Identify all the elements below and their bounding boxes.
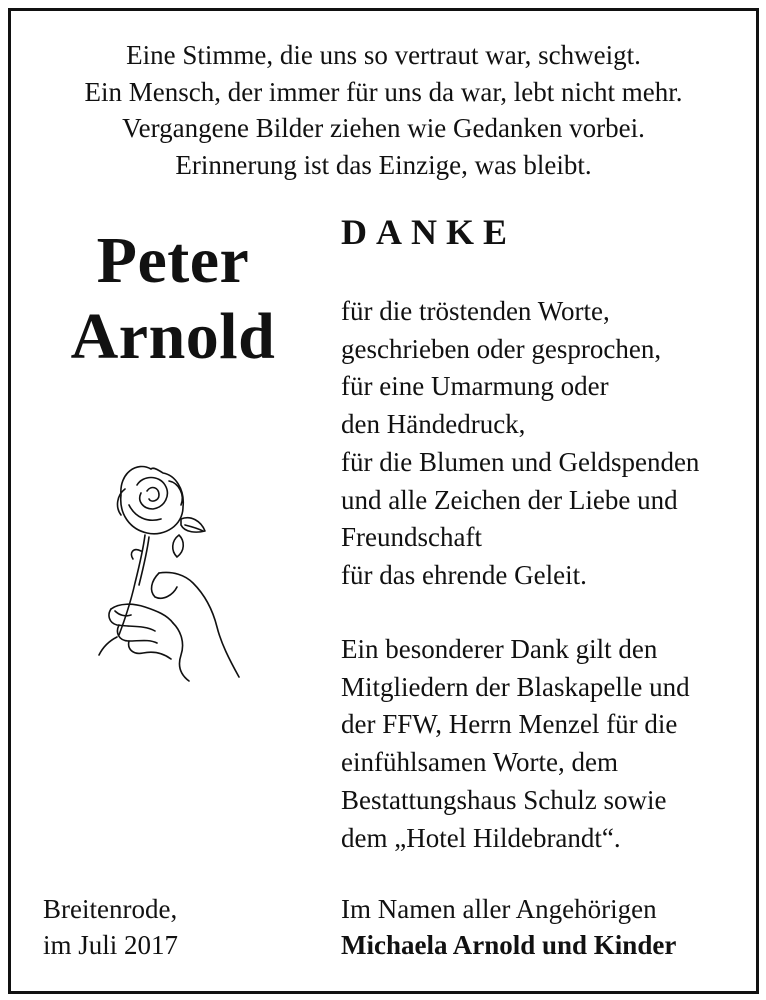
rose-in-hand-icon	[89, 455, 257, 685]
signature-intro: Im Namen aller Angehörigen	[341, 894, 657, 924]
signature	[341, 891, 676, 963]
special-thanks-line: der FFW, Herrn Menzel für die	[341, 709, 678, 740]
obituary-notice	[8, 8, 759, 994]
thanks-line: für eine Umarmung oder	[341, 371, 609, 402]
poem-line: Eine Stimme, die uns so vertraut war, schweigt.	[126, 40, 641, 70]
thanks-line: und alle Zeichen der Liebe und	[341, 484, 678, 515]
signature-names: Michaela Arnold und Kinder	[341, 930, 677, 960]
thanks-text	[341, 293, 699, 595]
special-thanks-line: Ein besonderer Dank gilt den	[341, 634, 658, 664]
thanks-line: geschrieben oder gesprochen,	[341, 333, 662, 364]
place-line: Breitenrode,	[43, 894, 178, 924]
place-date	[43, 891, 178, 963]
special-thanks-line: Mitgliedern der Blaskapelle und	[341, 671, 690, 702]
date-line: im Juli 2017	[43, 930, 179, 960]
poem-line: Vergangene Bilder ziehen wie Gedanken vorbei.	[122, 113, 645, 143]
poem	[11, 37, 756, 183]
special-thanks-line: dem „Hotel Hildebrandt“.	[341, 822, 621, 853]
thanks-line: Freundschaft	[341, 522, 482, 553]
deceased-last-name: Arnold	[70, 300, 276, 373]
thanks-line: für das ehrende Geleit.	[341, 559, 587, 590]
heading-danke: DANKE	[341, 212, 517, 252]
special-thanks-line: Bestattungshaus Schulz sowie	[341, 784, 667, 815]
thanks-line: für die tröstenden Worte,	[341, 296, 610, 326]
poem-line: Ein Mensch, der immer für uns da war, lebt nicht mehr.	[84, 76, 683, 107]
special-thanks-text	[341, 631, 690, 857]
thanks-line: für die Blumen und Geldspenden	[341, 446, 700, 477]
deceased-first-name: Peter	[96, 224, 250, 297]
thanks-line: den Händedruck,	[341, 409, 526, 440]
poem-line: Erinnerung ist das Einzige, was bleibt.	[175, 149, 592, 180]
special-thanks-line: einfühlsamen Worte, dem	[341, 747, 619, 778]
